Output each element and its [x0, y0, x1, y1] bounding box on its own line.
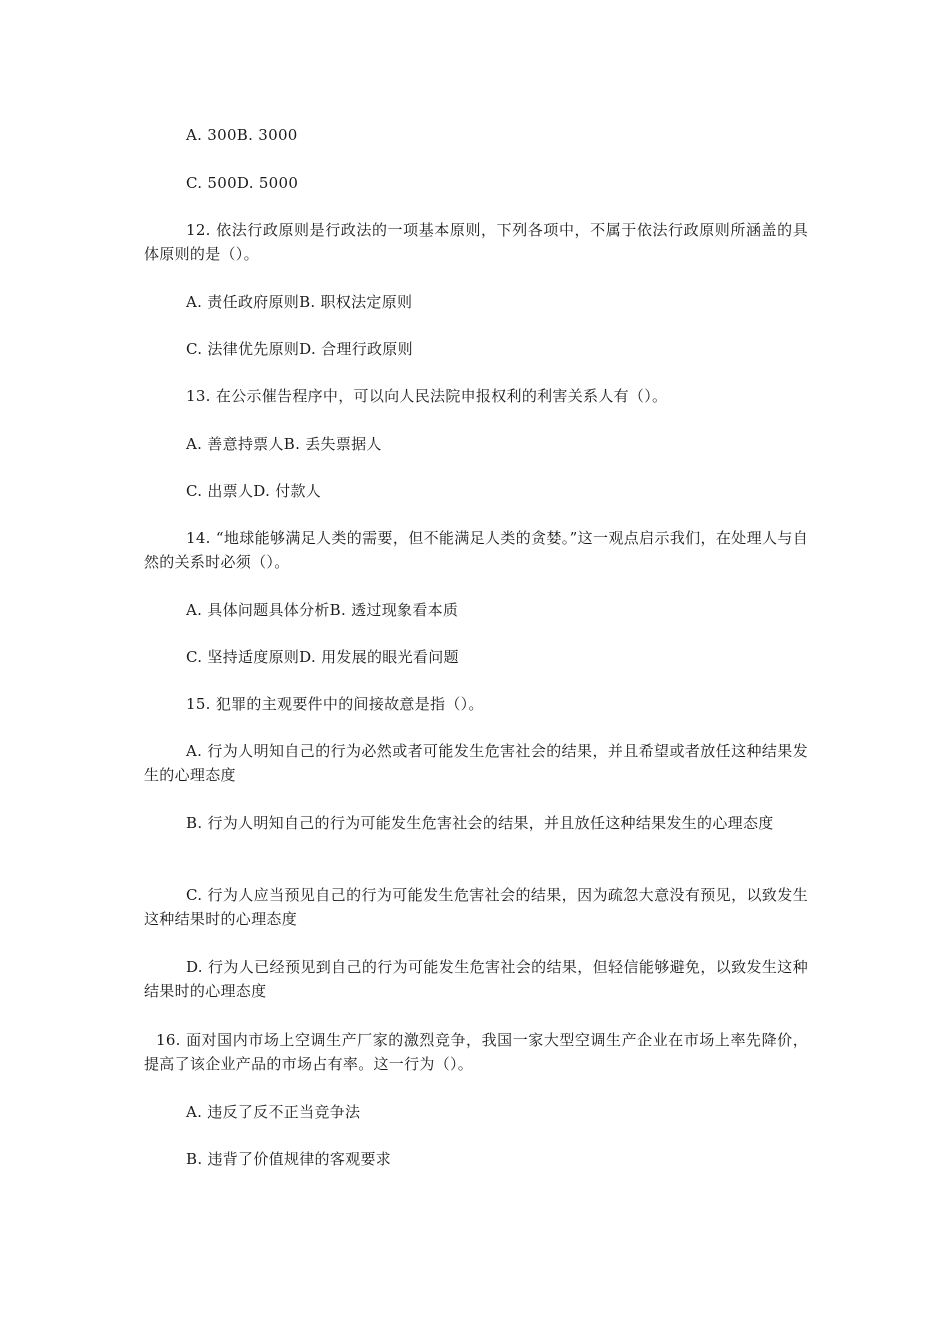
q15-stem: 15. 犯罪的主观要件中的间接故意是指（）。 [186, 695, 484, 713]
q11-options-cd: C. 500D. 5000 [186, 174, 299, 192]
q15-option-a: A. 行为人明知自己的行为必然或者可能发生危害社会的结果，并且希望或者放任这种结果发生的心理态度 [144, 742, 808, 784]
q12-options-ab: A. 责任政府原则B. 职权法定原则 [186, 293, 413, 311]
q16-option-b: B. 违背了价值规律的客观要求 [186, 1150, 392, 1168]
q14-options-ab: A. 具体问题具体分析B. 透过现象看本质 [186, 601, 459, 619]
q16-stem: 16. 面对国内市场上空调生产厂家的激烈竞争，我国一家大型空调生产企业在市场上率先降价，提高了该企业产品的市场占有率。这一行为（）。 [144, 1031, 808, 1073]
q12-stem: 12. 依法行政原则是行政法的一项基本原则，下列各项中，不属于依法行政原则所涵盖的具体原则的是（）。 [144, 221, 808, 263]
q14-stem: 14. “地球能够满足人类的需要，但不能满足人类的贪婪。”这一观点启示我们，在处理人与自然的关系时必须（）。 [144, 529, 808, 571]
q15-option-c: C. 行为人应当预见自己的行为可能发生危害社会的结果，因为疏忽大意没有预见，以致发生这种结果时的心理态度 [144, 886, 808, 928]
q13-stem: 13. 在公示催告程序中，可以向人民法院申报权利的利害关系人有（）。 [186, 387, 668, 405]
q12-options-cd: C. 法律优先原则D. 合理行政原则 [186, 340, 413, 358]
q16-option-a: A. 违反了反不正当竞争法 [186, 1103, 361, 1121]
q15-option-d: D. 行为人已经预见到自己的行为可能发生危害社会的结果，但轻信能够避免，以致发生这种结果时的心理态度 [144, 958, 808, 1000]
q15-option-b: B. 行为人明知自己的行为可能发生危害社会的结果，并且放任这种结果发生的心理态度 [186, 814, 774, 832]
q14-options-cd: C. 坚持适度原则D. 用发展的眼光看问题 [186, 648, 459, 666]
q11-options-ab: A. 300B. 3000 [186, 126, 298, 144]
q13-options-cd: C. 出票人D. 付款人 [186, 482, 322, 500]
q13-options-ab: A. 善意持票人B. 丢失票据人 [186, 435, 382, 453]
